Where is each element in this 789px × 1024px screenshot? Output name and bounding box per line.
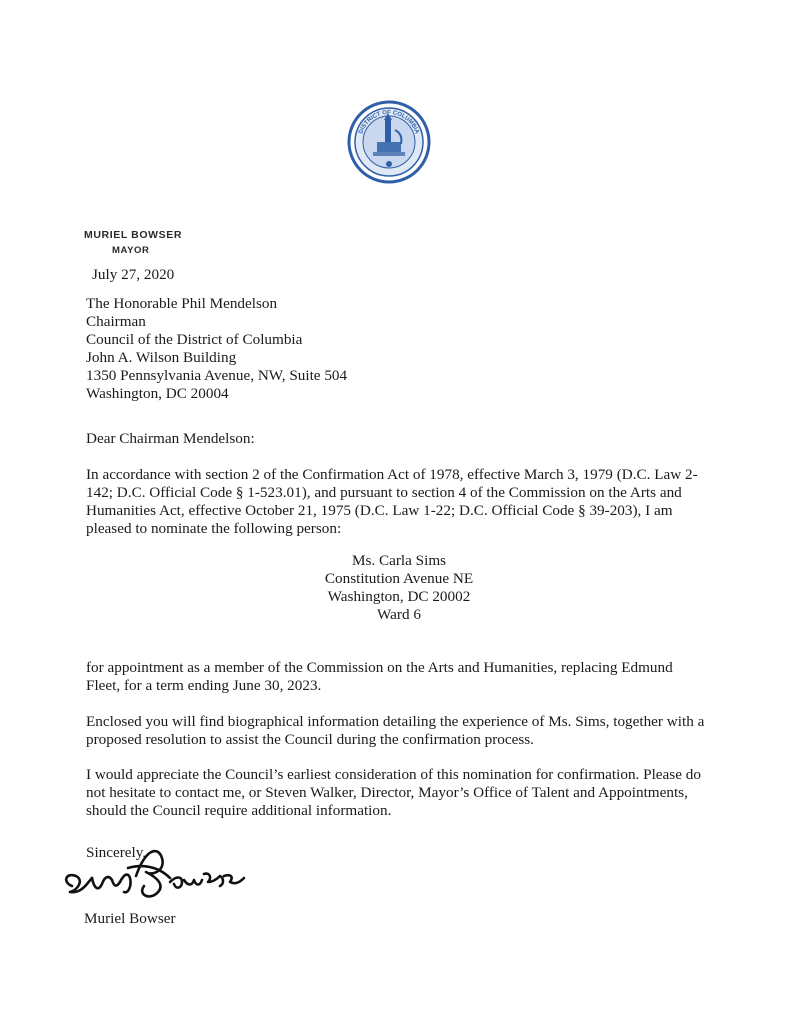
district-seal-icon	[347, 100, 431, 184]
paragraph-line: Enclosed you will find biographical information detailing the experience of Ms. Sims, together with a	[86, 713, 705, 730]
recipient-line: Council of the District of Columbia	[86, 331, 303, 348]
letter-date: July 27, 2020	[92, 266, 175, 283]
paragraph-line: should the Council require additional information.	[86, 802, 392, 819]
nominee-block	[294, 552, 504, 624]
paragraph-line: pleased to nominate the following person:	[86, 520, 342, 537]
paragraph-line: not hesitate to contact me, or Steven Walker, Director, Mayor’s Office of Talent and Appointments,	[86, 784, 688, 801]
paragraph-line: 142; D.C. Official Code § 1-523.01), and pursuant to section 4 of the Commission on the Arts and	[86, 484, 682, 501]
paragraph-line: for appointment as a member of the Commission on the Arts and Humanities, replacing Edmund	[86, 659, 673, 676]
letterhead-title: MAYOR	[112, 245, 150, 256]
nominee-line: Washington, DC 20002	[327, 588, 471, 605]
paragraph-line: proposed resolution to assist the Council during the confirmation process.	[86, 731, 534, 748]
letterhead-name: MURIEL BOWSER	[84, 229, 183, 241]
paragraph-line: I would appreciate the Council’s earliest consideration of this nomination for confirmation. Please do	[86, 766, 701, 783]
closing: Sincerely,	[86, 844, 147, 861]
paragraph-line: Fleet, for a term ending June 30, 2023.	[86, 677, 322, 694]
recipient-line: Chairman	[86, 313, 146, 330]
signature-name: Muriel Bowser	[84, 910, 176, 927]
salutation: Dear Chairman Mendelson:	[86, 430, 255, 447]
recipient-address	[86, 295, 347, 403]
paragraph-line: In accordance with section 2 of the Confirmation Act of 1978, effective March 3, 1979 (D.C. Law 2-	[86, 466, 698, 483]
paragraph-4	[86, 766, 701, 820]
paragraph-line: Humanities Act, effective October 21, 1975 (D.C. Law 1-22; D.C. Official Code § 39-203), I am	[86, 502, 673, 519]
paragraph-3	[86, 713, 704, 749]
paragraph-2	[86, 659, 673, 695]
recipient-line: John A. Wilson Building	[86, 349, 237, 366]
recipient-line: 1350 Pennsylvania Avenue, NW, Suite 504	[86, 367, 348, 384]
paragraph-1	[86, 466, 698, 538]
nominee-line: Constitution Avenue NE	[324, 570, 474, 587]
seal-text: DISTRICT OF COLUMBIA	[358, 109, 420, 135]
recipient-line: Washington, DC 20004	[86, 385, 229, 402]
nominee-line: Ward 6	[377, 606, 421, 623]
nominee-line: Ms. Carla Sims	[351, 552, 447, 569]
recipient-line: The Honorable Phil Mendelson	[86, 295, 278, 312]
